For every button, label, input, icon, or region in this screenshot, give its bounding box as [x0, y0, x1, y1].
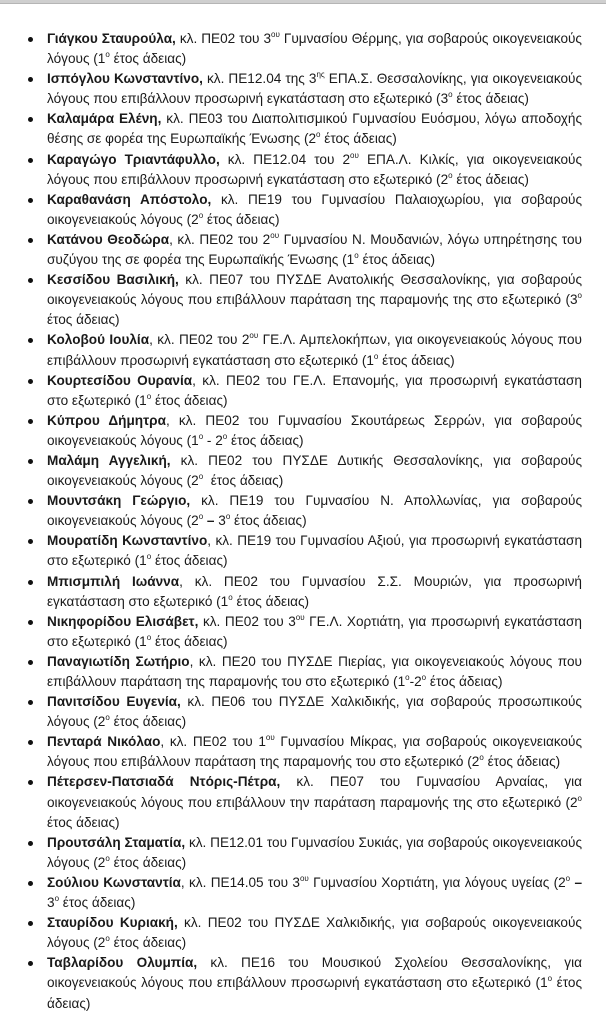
bullet-icon [28, 921, 33, 926]
leave-details: , κλ. ΠΕ02 του Γυμνασίου Σκουτάρεως Σερρών, για σοβαρούς οικογενειακούς λόγους ($1^o - 2^o$ έτος άδειας) [47, 412, 582, 448]
leave-details: κλ. ΠΕ06 του ΠΥΣΔΕ Χαλκιδικής, για σοβαρούς προσωπικούς λόγους ($2^o$ έτος άδειας) [47, 694, 582, 730]
teacher-name: Μαλάμη Αγγελική, [47, 452, 171, 468]
bullet-icon [28, 539, 33, 544]
leave-details: κλ. ΠΕ12.04 του $2^{o\upsilon}$ ΕΠΑ.Λ. Κιλκίς, για οικογενειακούς λόγους που επιβάλλουν προσωρινή εγκατάσταση στο εξωτερικό ($2^o$ έτος άδειας) [47, 150, 582, 187]
bullet-icon [28, 740, 33, 745]
bullet-icon [28, 961, 33, 966]
teacher-name: Παναγιωτίδη Σωτήριο [47, 653, 190, 669]
list-item [0, 150, 606, 190]
list-item [0, 652, 606, 692]
leave-details: κλ. ΠΕ19 του Γυμνασίου Παλαιοχωρίου, για σοβαρούς οικογενειακούς λόγους ($2^o$ έτος άδειας) [47, 191, 582, 227]
bullet-icon [28, 77, 33, 82]
list-item [0, 69, 606, 109]
teacher-name: Κεσσίδου Βασιλική, [47, 272, 179, 288]
teacher-name: Σούλιου Κωνσταντία [47, 874, 181, 890]
window-top-edge [0, 0, 606, 4]
bullet-icon [28, 338, 33, 343]
leave-details: , κλ. ΠΕ02 του $2^{o\upsilon}$ Γυμνασίου Ν. Μουδανιών, λόγω υπηρέτησης του συζύγου της σε φορέα της Ευρωπαϊκής Ένωσης ($1^o$ έτος άδειας) [47, 230, 582, 268]
teacher-name: Σταυρίδου Κυριακή, [47, 915, 178, 931]
teacher-name: Καλαμάρα Ελένη, [47, 111, 162, 127]
leave-details: κλ. ΠΕ07 του ΠΥΣΔΕ Ανατολικής Θεσσαλονίκης, για σοβαρούς οικογενειακούς λόγους που επιβάλλουν παράταση της παραμονής της στο εξωτερικό ($3^o$ έτος άδειας) [47, 272, 582, 328]
list-item [0, 913, 606, 953]
leave-details: , κλ. ΠΕ02 του ΓΕ.Λ. Επανομής, για προσωρινή εγκατάσταση στο εξωτερικό ($1^o$ έτος άδειας) [47, 372, 582, 408]
leave-details: κλ. ΠΕ02 του $3^{o\upsilon}$ Γυμνασίου Θέρμης, για σοβαρούς οικογενειακούς λόγους ($1^o$ έτος άδειας) [47, 30, 582, 67]
bullet-icon [28, 278, 33, 283]
leave-details: κλ. ΠΕ02 του $3^{o\upsilon}$ ΓΕ.Λ. Χορτιάτη, για προσωρινή εγκατάσταση στο εξωτερικό ($1^o$ έτος άδειας) [47, 612, 582, 649]
list-item [0, 230, 606, 270]
leave-details: , κλ. ΠΕ02 του Γυμνασίου Σ.Σ. Μουριών, για προσωρινή εγκατάσταση στο εξωτερικό ($1^o$ έτος άδειας) [47, 573, 582, 609]
bullet-icon [28, 841, 33, 846]
list-item [0, 29, 606, 69]
leave-details: κλ. ΠΕ02 του ΠΥΣΔΕ Δυτικής Θεσσαλονίκης, για σοβαρούς οικογενειακούς λόγους ($2^o$ έτος άδειας) [47, 452, 582, 489]
leave-details: κλ. ΠΕ16 του Μουσικού Σχολείου Θεσσαλονίκης, για οικογενειακούς λόγους που επιβάλλουν προσωρινή εγκατάσταση στο εξωτερικό ($1^o$ έτος άδειας) [47, 955, 582, 1011]
bullet-icon [28, 499, 33, 504]
leave-details: κλ. ΠΕ12.04 της $3^{\eta\varsigma}$ ΕΠΑ.Σ. Θεσσαλονίκης, για οικογενειακούς λόγους που επιβάλλουν προσωρινή εγκατάσταση στο εξωτερικό ($3^o$ έτος άδειας) [47, 70, 582, 107]
list-item [0, 833, 606, 873]
leave-details: , κλ. ΠΕ19 του Γυμνασίου Αξιού, για προσωρινή εγκατάσταση στο εξωτερικό ($1^o$ έτος άδειας) [47, 533, 583, 569]
teacher-name: Μπισμπιλή Ιωάννα [47, 573, 180, 589]
leave-details: κλ. ΠΕ07 του Γυμνασίου Αρναίας, για οικογενειακούς λόγους που επιβάλλουν την παράταση παραμονής της στο εξωτερικό ($2^o$ έτος άδειας) [47, 774, 583, 830]
list-item [0, 612, 606, 652]
bullet-icon [28, 459, 33, 464]
list-item [0, 411, 606, 451]
teacher-name: Κατάνου Θεοδώρα [47, 231, 170, 247]
bullet-icon [28, 881, 33, 886]
teacher-name: Κύπρου Δήμητρα [47, 412, 166, 428]
bullet-icon [28, 620, 33, 625]
teacher-name: Πέτερσεν-Πατσιαδά Ντόρις-Πέτρα, [47, 774, 281, 790]
bullet-icon [28, 660, 33, 665]
teacher-name: Πανιτσίδου Ευγενία, [47, 694, 181, 710]
list-item [0, 109, 606, 149]
list-item [0, 371, 606, 411]
teacher-name: Νικηφορίδου Ελισάβετ, [47, 613, 199, 629]
leave-list [0, 29, 606, 1014]
leave-details: , κλ. ΠΕ20 του ΠΥΣΔΕ Πιερίας, για οικογενειακούς λόγους που επιβάλλουν παράταση της παραμονής του στο εξωτερικό ($1^o-2^o$ έτος άδειας) [47, 653, 582, 689]
list-item [0, 692, 606, 732]
list-item [0, 732, 606, 772]
teacher-name: Ισπόγλου Κωνσταντίνο, [47, 71, 203, 87]
list-item [0, 190, 606, 230]
teacher-name: Πενταρά Νικόλαο [47, 734, 161, 750]
list-item [0, 491, 606, 531]
bullet-icon [28, 158, 33, 163]
list-item [0, 531, 606, 571]
teacher-name: Κουρτεσίδου Ουρανία [47, 372, 193, 388]
teacher-name: Καραθανάση Απόστολο, [47, 191, 212, 207]
list-item [0, 451, 606, 491]
list-item [0, 330, 606, 370]
leave-details: , κλ. ΠΕ02 του $1^{o\upsilon}$ Γυμνασίου Μίκρας, για σοβαρούς οικογενειακούς λόγους που επιβάλλουν παράταση της παραμονής του στο εξωτερικό ($2^o$ έτος άδειας) [47, 733, 583, 770]
teacher-name: Ταβλαρίδου Ολυμπία, [47, 955, 198, 971]
leave-details: κλ. ΠΕ19 του Γυμνασίου Ν. Απολλωνίας, για σοβαρούς οικογενειακούς λόγους ($2^o - 3^o$ έτος άδειας) [47, 493, 582, 529]
bullet-icon [28, 419, 33, 424]
bullet-icon [28, 37, 33, 42]
bullet-icon [28, 198, 33, 203]
teacher-name: Προυτσάλη Σταματία, [47, 834, 186, 850]
bullet-icon [28, 700, 33, 705]
teacher-name: Μουντσάκη Γεώργιο, [47, 493, 191, 509]
teacher-name: Γιάγκου Σταυρούλα, [47, 31, 176, 46]
leave-details: , κλ. ΠΕ02 του $2^{o\upsilon}$ ΓΕ.Λ. Αμπελοκήπων, για οικογενειακούς λόγους που επιβάλλουν προσωρινή εγκατάσταση στο εξωτερικό ($1^o$ έτος άδειας) [47, 331, 582, 368]
leave-details: κλ. ΠΕ12.01 του Γυμνασίου Συκιάς, για σοβαρούς οικογενειακούς λόγους ($2^o$ έτος άδειας) [47, 834, 582, 870]
teacher-name: Καραγώγο Τριαντάφυλλο, [47, 151, 220, 167]
list-item [0, 772, 606, 832]
teacher-name: Κολοβού Ιουλία [47, 332, 150, 348]
leave-details: κλ. ΠΕ02 του ΠΥΣΔΕ Χαλκιδικής, για σοβαρούς οικογενειακούς λόγους ($2^o$ έτος άδειας) [47, 915, 582, 951]
leave-details: κλ. ΠΕ03 του Διαπολιτισμικού Γυμνασίου Ευόσμου, λόγω αποδοχής θέσης σε φορέα της Ευρωπαϊκής Ένωσης ($2^o$ έτος άδειας) [47, 111, 583, 147]
bullet-icon [28, 780, 33, 785]
list-item [0, 953, 606, 1013]
document-page [0, 29, 606, 1014]
list-item [0, 873, 606, 913]
bullet-icon [28, 117, 33, 122]
leave-details: , κλ. ΠΕ14.05 του $3^{o\upsilon}$ Γυμνασίου Χορτιάτη, για λόγους υγείας ($2^o - 3^o$ έτος άδειας) [47, 873, 583, 911]
bullet-icon [28, 238, 33, 243]
list-item [0, 270, 606, 330]
bullet-icon [28, 580, 33, 585]
bullet-icon [28, 379, 33, 384]
list-item [0, 572, 606, 612]
teacher-name: Μουρατίδη Κωνσταντίνο [47, 533, 208, 549]
